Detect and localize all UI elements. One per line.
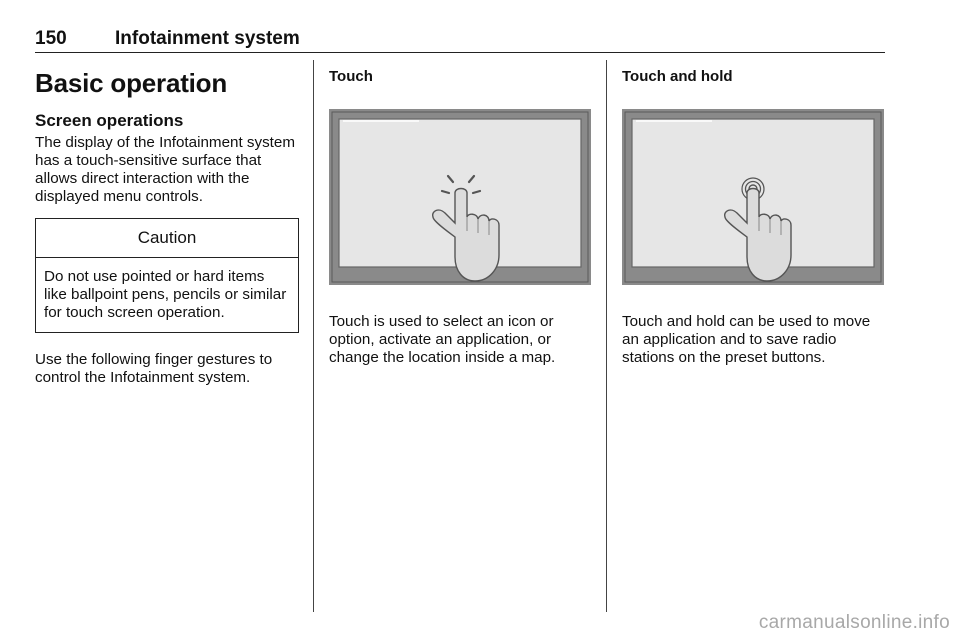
caution-body <box>36 258 298 332</box>
caution-box <box>35 218 299 333</box>
gesture-description-touch: Touch is used to select an icon or option, activate an application, or change the location inside a map. <box>329 313 556 366</box>
caution-title: Caution <box>36 219 298 258</box>
page-header <box>35 28 885 53</box>
caution-text: Do not use pointed or hard items like ballpoint pens, pencils or similar for touch screen operation. <box>44 268 287 321</box>
gesture-title-touch: Touch <box>329 68 373 85</box>
gesture-title-touch-hold: Touch and hold <box>622 68 733 85</box>
watermark: carmanualsonline.info <box>758 612 950 633</box>
column-touch <box>329 60 591 367</box>
column-left <box>35 60 300 387</box>
page-number: 150 <box>35 28 67 49</box>
subsection-title: Screen operations <box>35 111 184 130</box>
chapter-title: Infotainment system <box>115 28 300 49</box>
gesture-description-touch-hold: Touch and hold can be used to move an application and to save radio stations on the preset buttons. <box>622 313 871 366</box>
touch-illustration <box>329 109 591 285</box>
intro-paragraph: The display of the Infotainment system has a touch-sensitive surface that allows direct interaction with the displayed menu controls. <box>35 134 296 205</box>
column-divider <box>313 60 314 612</box>
column-divider <box>606 60 607 612</box>
column-touch-hold <box>622 60 887 367</box>
touch-hold-illustration <box>622 109 884 285</box>
gestures-intro: Use the following finger gestures to control the Infotainment system. <box>35 351 273 386</box>
section-title: Basic operation <box>35 68 228 98</box>
